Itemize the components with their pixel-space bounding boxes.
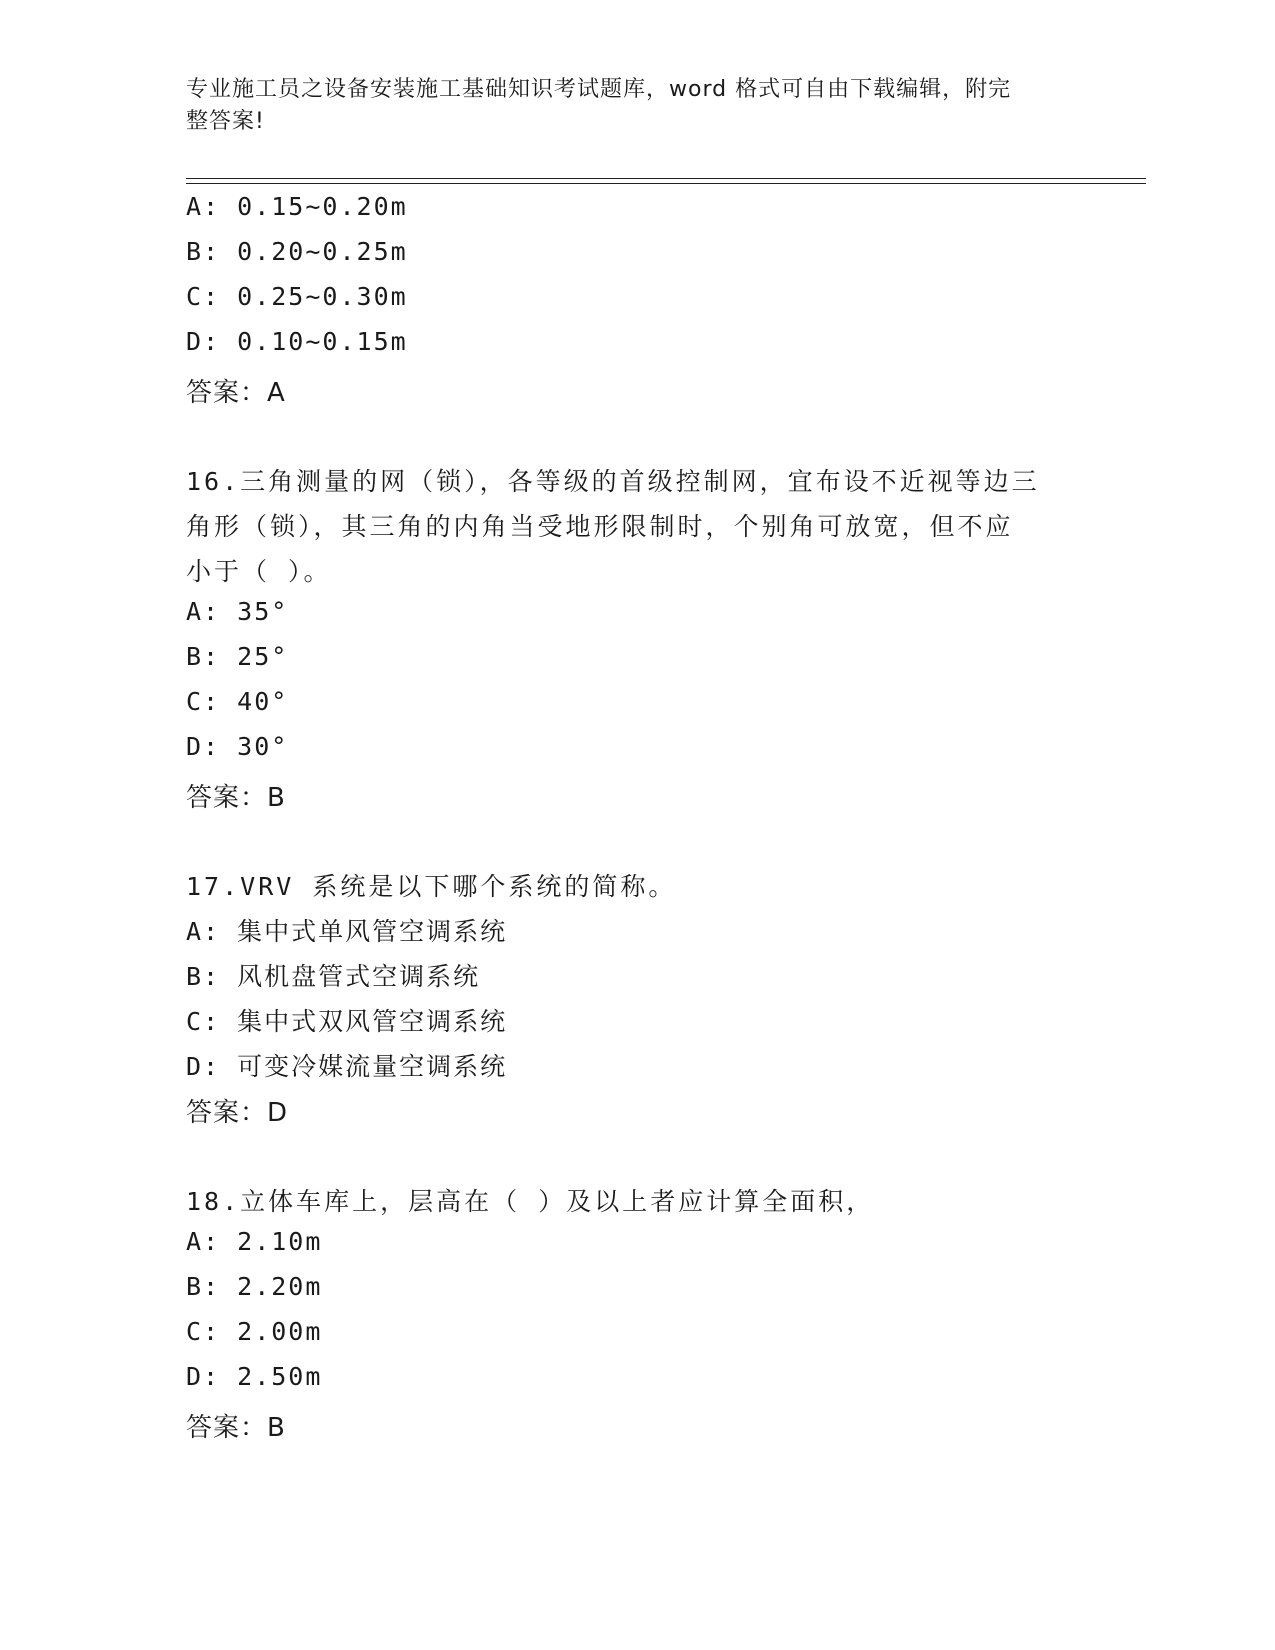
document-header	[186, 74, 1066, 138]
q18-option-c: C: 2.00m	[186, 1317, 323, 1346]
q18-option-b: B: 2.20m	[186, 1272, 323, 1301]
q16-option-a: A: 35°	[186, 597, 289, 626]
q17-text-line-1: 17.VRV 系统是以下哪个系统的简称。	[186, 872, 677, 901]
q17-option-d: D: 可变冷媒流量空调系统	[186, 1052, 508, 1081]
q16-text-line-2: 角形（锁），其三角的内角当受地形限制时，个别角可放宽，但不应	[186, 512, 1014, 541]
q16-option-b: B: 25°	[186, 642, 289, 671]
q15-option-d: D: 0.10~0.15m	[186, 327, 408, 356]
q18-option-d: D: 2.50m	[186, 1362, 323, 1391]
q18-text-line-1: 18.立体车库上，层高在（ ）及以上者应计算全面积，	[186, 1187, 875, 1216]
header-rule-bottom	[186, 183, 1146, 184]
q18-answer: 答案：B	[186, 1413, 286, 1443]
q15-option-c: C: 0.25~0.30m	[186, 282, 408, 311]
q17-option-b: B: 风机盘管式空调系统	[186, 962, 481, 991]
q16-answer: 答案：B	[186, 783, 286, 813]
q16-text-line-1: 16.三角测量的网（锁），各等级的首级控制网，宜布设不近视等边三	[186, 467, 1040, 496]
q15-option-a: A: 0.15~0.20m	[186, 192, 408, 221]
q17-option-a: A: 集中式单风管空调系统	[186, 917, 508, 946]
q15-option-b: B: 0.20~0.25m	[186, 237, 408, 266]
header-line-1: 专业施工员之设备安装施工基础知识考试题库，word 格式可自由下载编辑，附完	[186, 77, 1012, 102]
header-rule-top	[186, 178, 1146, 179]
q18-option-a: A: 2.10m	[186, 1227, 323, 1256]
header-line-2: 整答案!	[186, 109, 265, 134]
q15-answer: 答案：A	[186, 378, 286, 408]
q16-text-line-3: 小于（ ）。	[186, 557, 332, 586]
q17-option-c: C: 集中式双风管空调系统	[186, 1007, 508, 1036]
q16-option-d: D: 30°	[186, 732, 289, 761]
q16-option-c: C: 40°	[186, 687, 289, 716]
q17-answer: 答案：D	[186, 1098, 289, 1128]
